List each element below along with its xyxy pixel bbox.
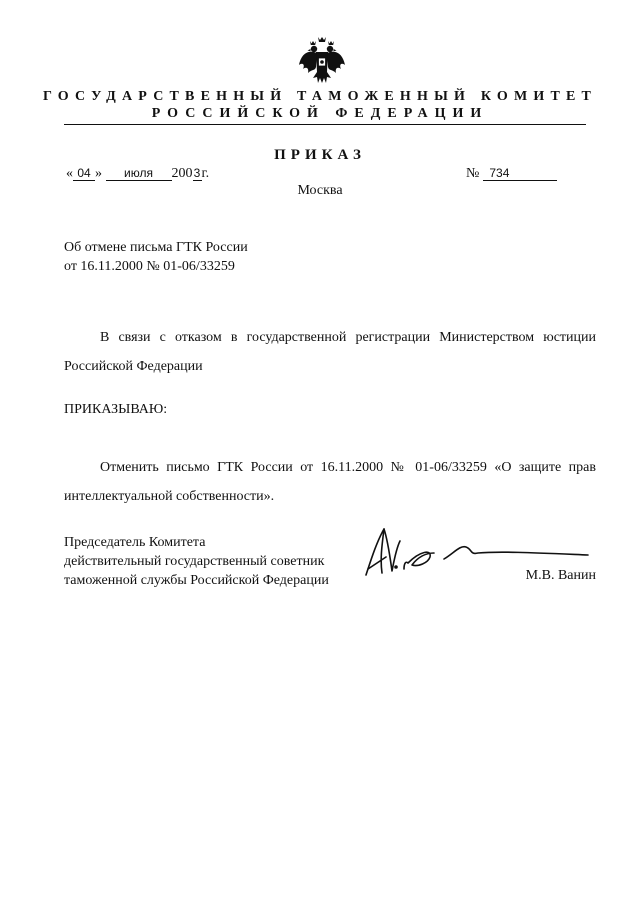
- signatory-line1: Председатель Комитета: [64, 535, 206, 550]
- number-value: 734: [483, 166, 557, 181]
- subject-line1: Об отмене письма ГТК России: [64, 240, 248, 255]
- order-directive: ПРИКАЗЫВАЮ:: [64, 402, 168, 417]
- document-type-title: ПРИКАЗ: [274, 147, 366, 163]
- preamble-paragraph: В связи с отказом в государственной регистрации Министерством юстиции Российской Федерации: [64, 330, 596, 374]
- subject-line2: от 16.11.2000 № 01-06/33259: [64, 259, 235, 274]
- signatory-line2: действительный государственный советник: [64, 554, 325, 569]
- signatory-line3: таможенной службы Российской Федерации: [64, 573, 329, 588]
- date-year-prefix: 200: [171, 166, 193, 181]
- organization-name-line1: ГОСУДАРСТВЕННЫЙ ТАМОЖЕННЫЙ КОМИТЕТ: [42, 89, 598, 104]
- order-date: [66, 166, 209, 182]
- number-label: №: [466, 166, 480, 181]
- signatory-title: [64, 533, 329, 590]
- date-open-quote: «: [66, 166, 73, 181]
- order-paragraph: Отменить письмо ГТК России от 16.11.2000 № 01-06/33259 «О защите прав интеллектуальной собственности».: [64, 460, 596, 504]
- date-day: 04: [73, 166, 95, 181]
- order-subject: [64, 238, 248, 276]
- date-year-suffix: г.: [201, 166, 210, 181]
- double-headed-eagle-icon: [297, 35, 347, 89]
- signer-name: М.В. Ванин: [525, 568, 596, 583]
- order-number: [466, 166, 557, 182]
- date-close-quote: »: [95, 166, 102, 181]
- organization-name-line2: РОССИЙСКОЙ ФЕДЕРАЦИИ: [151, 106, 489, 121]
- date-year-digit: 3: [193, 166, 201, 180]
- order-city: Москва: [297, 183, 343, 198]
- header-divider: [64, 124, 586, 125]
- date-month: июля: [106, 166, 172, 181]
